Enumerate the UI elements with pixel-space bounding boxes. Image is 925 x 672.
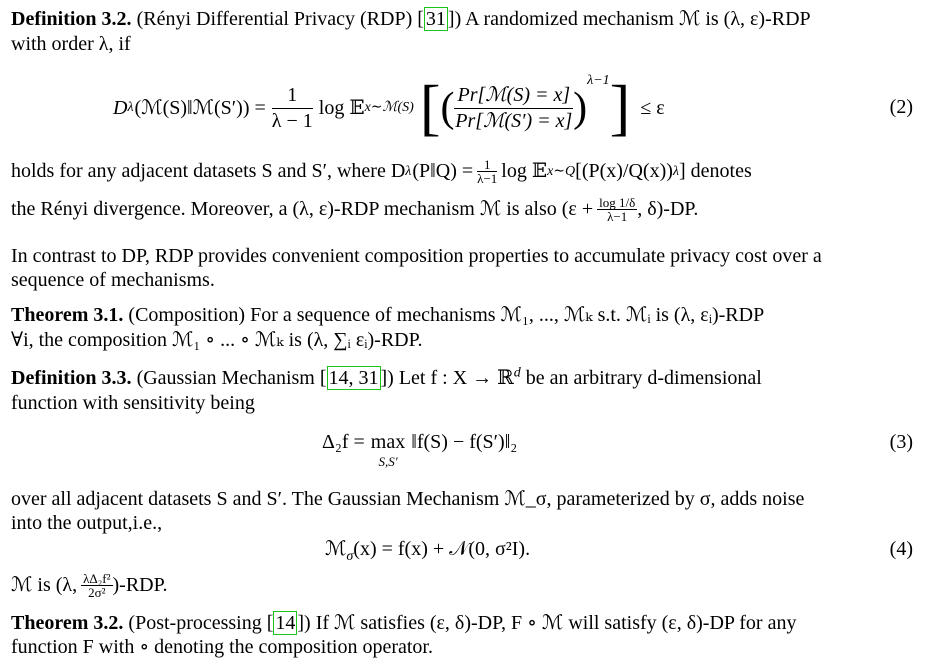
theorem-3-1-line2: ∀i, the composition ℳ₁ ∘ ... ∘ ℳₖ is (λ, ∑ᵢ εᵢ)-RDP.: [11, 329, 423, 351]
theorem-label: Theorem 3.1.: [11, 304, 124, 326]
probability-ratio: $\frac{\text{Pr[ℳ(S) = x]}}{\text{Pr[ℳ(S′) = x]}}$: [455, 83, 573, 132]
contrast-line1: In contrast to DP, RDP provides convenient composition properties to accumulate privacy cost over a: [11, 245, 822, 267]
over-line2: into the output,i.e.,: [11, 512, 163, 534]
holds-line2: the Rényi divergence. Moreover, a (λ, ε)-RDP mechanism ℳ is also (ε + $\frac{\log 1/\delta}{\lambda-1}$ , δ)-DP.: [11, 195, 699, 224]
definition-3-2-line1: Definition 3.2. (Rényi Differential Privacy (RDP) [ 31 ]) A randomized mechanism ℳ is (λ, ε)-RDP: [11, 8, 811, 30]
contrast-line2: sequence of mechanisms.: [11, 269, 215, 291]
equation-number-4: (4): [889, 538, 913, 560]
citation-link[interactable]: 14, 31: [328, 367, 379, 389]
equation-4: ℳ$_\sigma$(x) = f(x) + 𝒩(0, σ²I).: [325, 538, 531, 564]
equation-3: Δ₂f = max S,S′ ‖f(S) − f(S′)‖₂: [322, 431, 518, 469]
equation-number-3: (3): [889, 431, 913, 453]
citation-link[interactable]: 14: [275, 612, 296, 634]
citation-link[interactable]: 31: [425, 8, 446, 30]
definition-3-2-line2: with order λ, if: [11, 33, 131, 55]
rdp-statement: ℳ is (λ, λΔ₂f² 2σ² )-RDP.: [11, 571, 168, 600]
equation-2: D λ (ℳ(S)‖ℳ(S′)) = $\frac{1}{\lambda - 1}$ log 𝔼 x∼ℳ(S) [ ( $\frac{\text{Pr[ℳ(S) = x]}}{\text{Pr[ℳ(S′) = x]}}$ ) λ−1 ] ≤ ε: [113, 73, 665, 142]
theorem-3-2-line2: function F with ∘ denoting the composition operator.: [11, 636, 433, 658]
theorem-3-1-line1: Theorem 3.1. (Composition) For a sequence of mechanisms ℳ₁, ..., ℳₖ s.t. ℳᵢ is (λ, εᵢ)-RDP: [11, 304, 765, 326]
definition-label: Definition 3.2.: [11, 8, 132, 30]
theorem-3-2-line1: Theorem 3.2. (Post-processing [ 14 ]) If ℳ satisfies (ε, δ)-DP, F ∘ ℳ will satisfy (ε, δ)-DP for any: [11, 612, 797, 634]
equation-fraction: $\frac{1}{\lambda - 1}$: [271, 83, 313, 132]
definition-3-3-line1: Definition 3.3. (Gaussian Mechanism [ 14, 31 ]) Let f : X → ℝ$^d$ be an arbitrary d-dimensional: [11, 365, 762, 389]
over-line1: over all adjacent datasets S and S′. The Gaussian Mechanism ℳ_σ, parameterized by σ, adds noise: [11, 488, 805, 510]
definition-label: Definition 3.3.: [11, 367, 132, 389]
holds-line1: holds for any adjacent datasets S and S′, where D λ (P‖Q) = $\frac{1}{\lambda-1}$ log 𝔼 x∼Q [(P(x)/Q(x)) λ ] denotes: [11, 157, 752, 186]
equation-number-2: (2): [889, 96, 913, 118]
definition-3-3-line2: function with sensitivity being: [11, 392, 255, 414]
theorem-label: Theorem 3.2.: [11, 612, 124, 634]
